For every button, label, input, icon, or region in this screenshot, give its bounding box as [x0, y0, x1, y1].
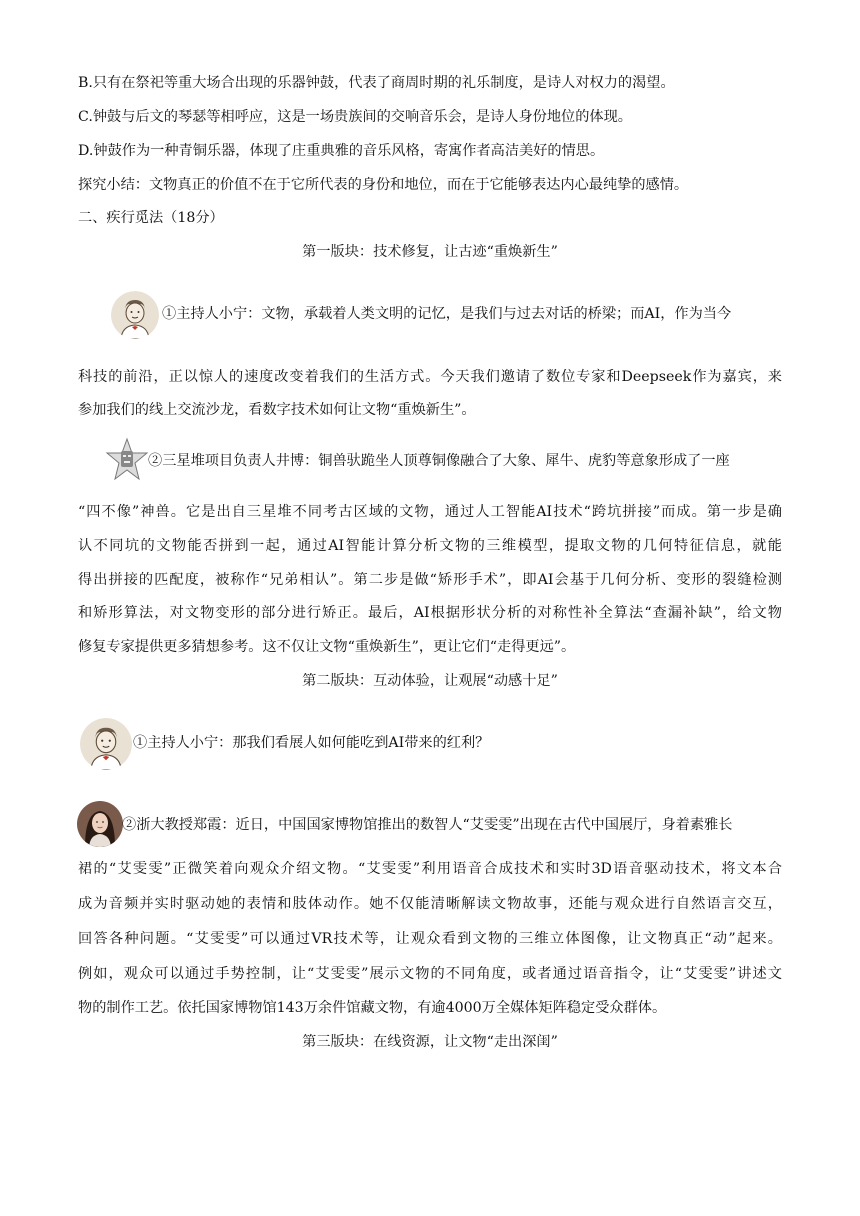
host-avatar-icon: [80, 718, 132, 770]
block2-professor-line-1: ②浙大教授郑霞：近日，中国国家博物馆推出的数智人“艾雯雯”出现在古代中国展厅，身着素雅长: [122, 817, 733, 833]
block2-professor-line-3: 成为音频并实时驱动她的表情和肢体动作。她不仅能清晰解读文物故事，还能与观众进行自然语言交互，: [78, 896, 782, 912]
block3-title: 第三版块：在线资源，让文物“走出深闺”: [302, 1034, 558, 1050]
block1-host-line-2: 科技的前沿，正以惊人的速度改变着我们的生活方式。今天我们邀请了数位专家和Deepseek作为嘉宾，来: [78, 369, 782, 385]
exploration-summary: 探究小结：文物真正的价值不在于它所代表的身份和地位，而在于它能够表达内心最纯挚的感情。: [78, 177, 689, 193]
block2-professor-line-5: 例如，观众可以通过手势控制，让“艾雯雯”展示文物的不同角度，或者通过语音指令，让“艾雯雯”讲述文: [78, 966, 782, 982]
block2-professor-line-6: 物的制作工艺。依托国家博物馆143万余件馆藏文物，有逾4000万全媒体矩阵稳定受众群体。: [78, 1000, 667, 1016]
block1-title: 第一版块：技术修复，让古迹“重焕新生”: [302, 244, 558, 260]
block1-host-line-3: 参加我们的线上交流沙龙，看数字技术如何让文物“重焕新生”。: [78, 402, 476, 418]
block1-host-line-1: ①主持人小宁：文物，承载着人类文明的记忆，是我们与过去对话的桥梁；而AI，作为当今: [162, 306, 732, 322]
block1-expert-line-6: 修复专家提供更多猜想参考。这不仅让文物“重焕新生”，更让它们“走得更远”。: [78, 639, 576, 655]
block1-expert-line-2: “四不像”神兽。它是出自三星堆不同考古区域的文物，通过人工智能AI技术“跨坑拼接”而成。第一步是确: [78, 504, 782, 520]
host-avatar-icon: [111, 291, 159, 339]
block2-professor-line-2: 裙的“艾雯雯”正微笑着向观众介绍文物。“艾雯雯”利用语音合成技术和实时3D语音驱动技术，将文本合: [78, 861, 782, 877]
professor-avatar-icon: [77, 801, 123, 847]
block1-expert-line-5: 和矫形算法，对文物变形的部分进行矫正。最后，AI根据形状分析的对称性补全算法“查漏补缺”，给文物: [78, 605, 782, 621]
block2-professor-line-4: 回答各种问题。“艾雯雯”可以通过VR技术等，让观众看到文物的三维立体图像，让文物真正“动”起来。: [78, 931, 782, 947]
option-c: C.钟鼓与后文的琴瑟等相呼应，这是一场贵族间的交响音乐会，是诗人身份地位的体现。: [78, 109, 632, 125]
block1-expert-line-4: 得出拼接的匹配度，被称作“兄弟相认”。第二步是做“矫形手术”，即AI会基于几何分析、变形的裂缝检测: [78, 572, 782, 588]
block1-expert-line-3: 认不同坑的文物能否拼到一起，通过AI智能计算分析文物的三维模型，提取文物的几何特征信息，就能: [78, 538, 782, 554]
block2-title: 第二版块：互动体验，让观展“动感十足”: [302, 673, 558, 689]
block1-expert-line-1: ②三星堆项目负责人井博：铜兽驮跪坐人顶尊铜像融合了大象、犀牛、虎豹等意象形成了一座: [148, 453, 730, 469]
sanxingdui-logo-icon: [104, 437, 150, 483]
option-d: D.钟鼓作为一种青铜乐器，体现了庄重典雅的音乐风格，寄寓作者高洁美好的情思。: [78, 143, 605, 159]
section-heading: 二、疾行觅法（18分）: [78, 210, 224, 226]
option-b: B.只有在祭祀等重大场合出现的乐器钟鼓，代表了商周时期的礼乐制度，是诗人对权力的渴望。: [78, 75, 675, 91]
block2-host-line-1: ①主持人小宁：那我们看展人如何能吃到AI带来的红利？: [133, 735, 490, 751]
